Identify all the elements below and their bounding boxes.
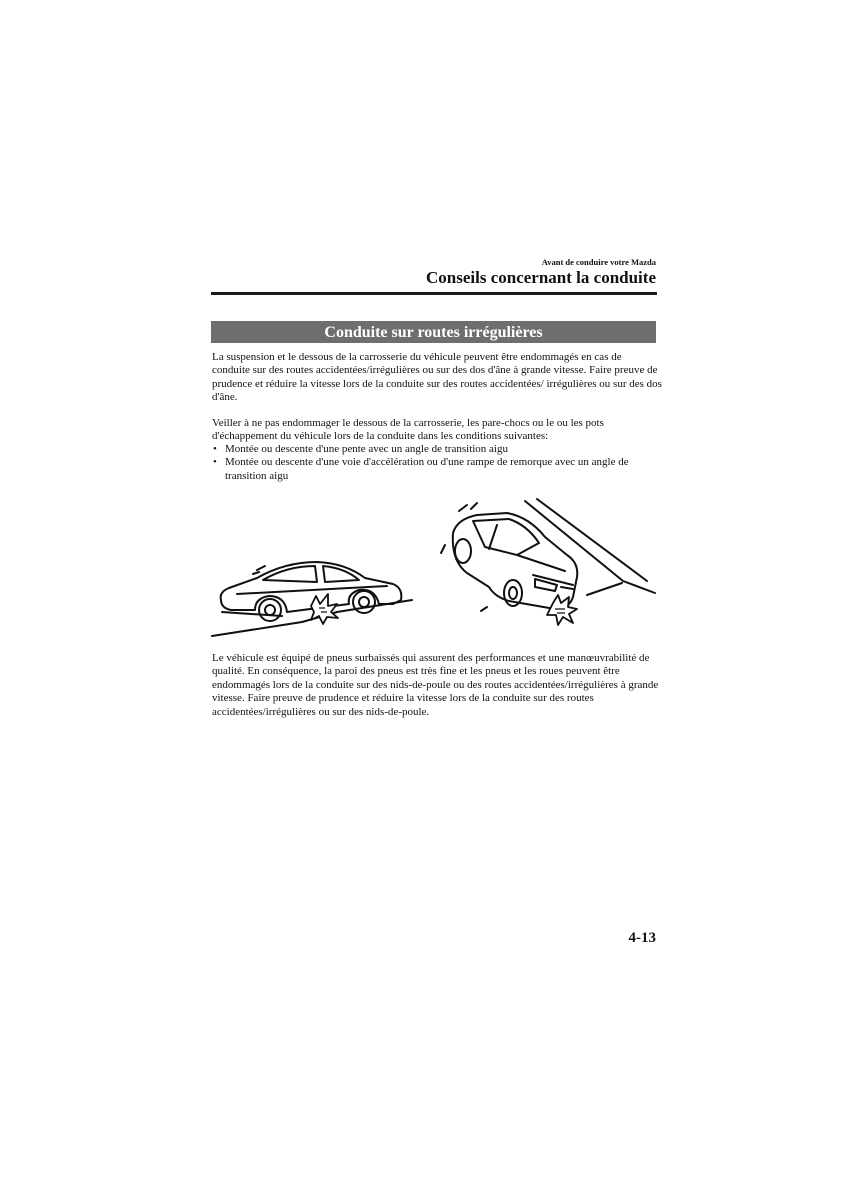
section-banner: Conduite sur routes irrégulières bbox=[211, 321, 656, 343]
header-rule bbox=[211, 292, 657, 295]
paragraph-intro: La suspension et le dessous de la carrosserie du véhicule peuvent être endommagés en cas de conduite sur des routes accidentées/irrégulières ou sur des dos d'âne à grande vitesse. Faire preuve de prudence et réduire la vitesse lors de la conduite sur des routes accidentées/ irrégulières ou sur des dos d'âne. bbox=[212, 351, 662, 404]
bullet-icon: • bbox=[213, 456, 217, 469]
running-head: Avant de conduire votre Mazda bbox=[541, 257, 656, 267]
paragraph-conditions: Veiller à ne pas endommager le dessous de la carrosserie, les pare-chocs ou le ou les pots d'échappement du véhicule lors de la conduite dans les conditions suivantes: bbox=[212, 417, 604, 443]
bullet-icon: • bbox=[213, 443, 217, 455]
section-title: Conseils concernant la conduite bbox=[426, 268, 656, 287]
impact-burst-icon bbox=[311, 594, 338, 624]
list-item-text: Montée ou descente d'une voie d'accélération ou d'une rampe de remorque avec un angle de transition aigu bbox=[225, 456, 629, 482]
car-scraping-slope-illustration bbox=[207, 548, 417, 642]
list-item bbox=[212, 456, 662, 483]
conditions-list bbox=[212, 443, 662, 483]
list-item bbox=[212, 443, 662, 456]
car-scraping-ramp-illustration bbox=[437, 497, 659, 629]
paragraph-low-profile-tires: Le véhicule est équipé de pneus surbaissés qui assurent des performances et une manœuvrabilité de qualité. En conséquence, la paroi des pneus est très fine et les pneus et les roues peuvent être endommagés lors de la conduite sur des nids-de-poule ou des routes accidentées/irrégulières à grande vitesse. Faire preuve de prudence et réduire la vitesse lors de la conduite sur des routes accidentées/irrégulières ou sur des nids-de-poule. bbox=[212, 652, 659, 718]
page-number: 4-13 bbox=[628, 930, 656, 946]
list-item-text: Montée ou descente d'une pente avec un angle de transition aigu bbox=[225, 443, 508, 455]
